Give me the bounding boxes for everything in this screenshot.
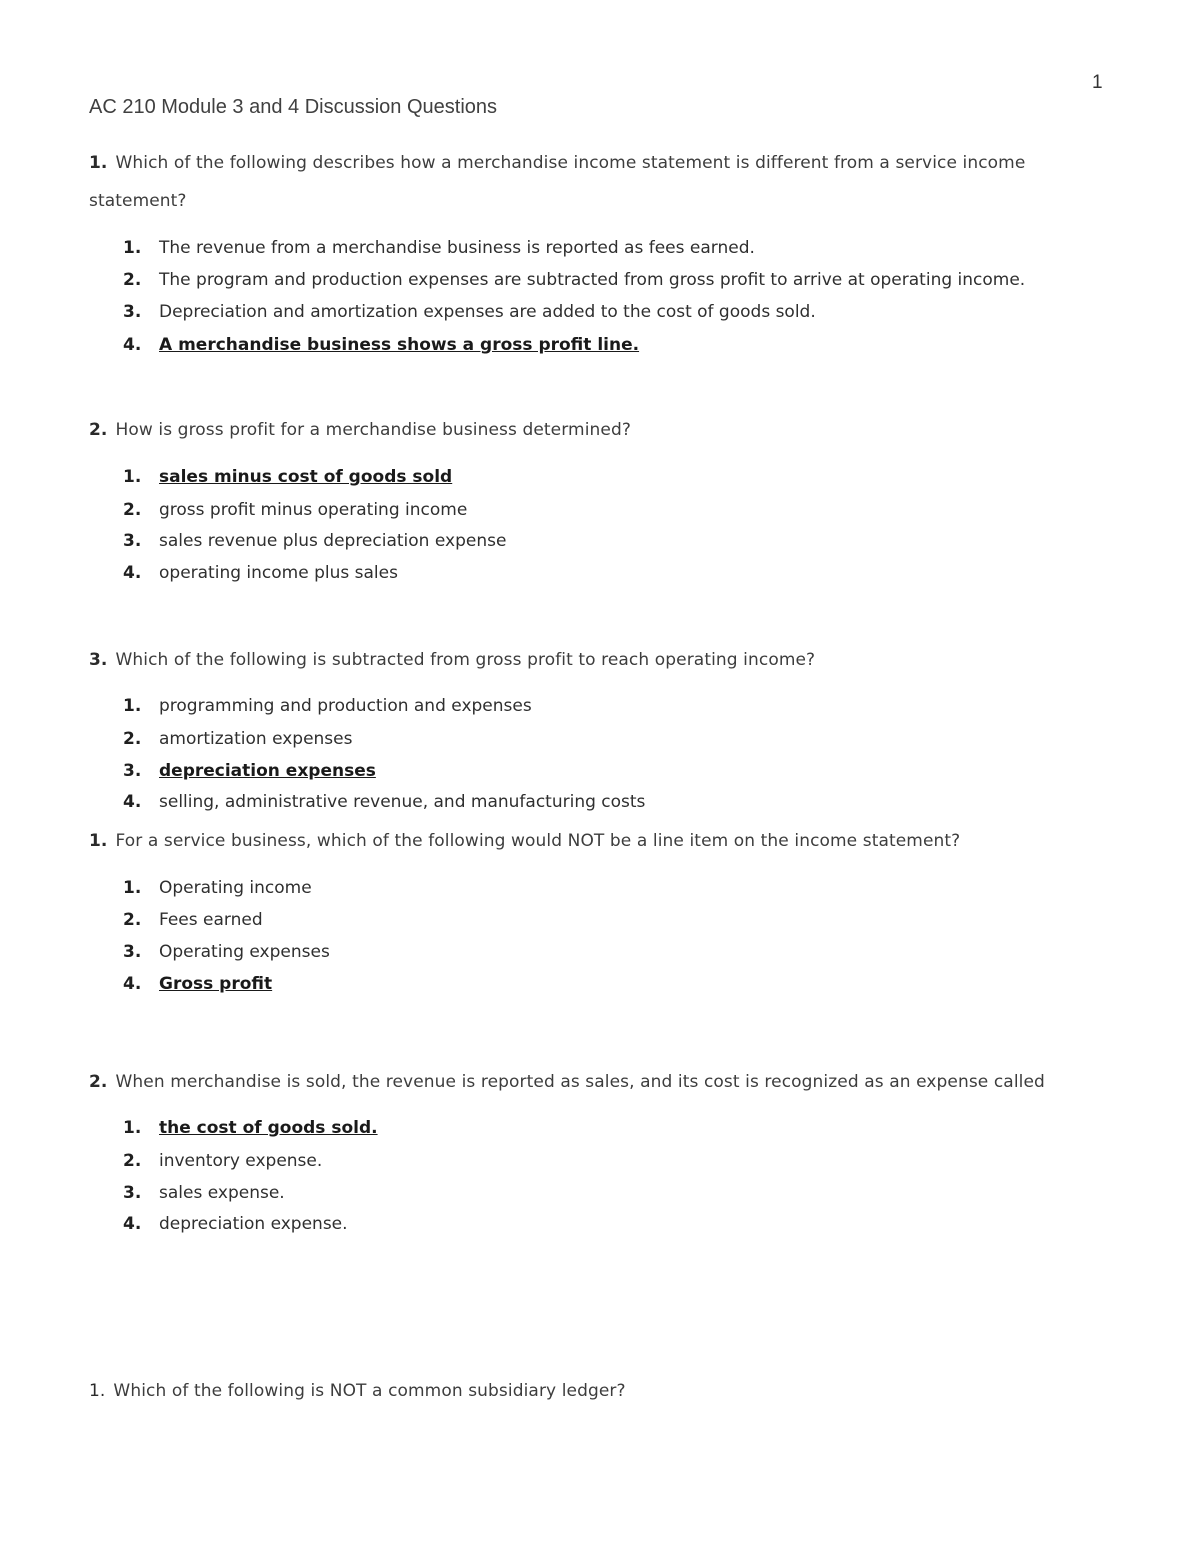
question-number: 1. bbox=[89, 153, 108, 173]
option-number: 3. bbox=[123, 302, 142, 322]
question-number: 2. bbox=[89, 1072, 108, 1092]
option-number: 2. bbox=[123, 729, 142, 749]
question-1 bbox=[89, 153, 1025, 173]
option-number: 2. bbox=[123, 1151, 142, 1171]
question-3 bbox=[89, 650, 815, 670]
option-text: Depreciation and amortization expenses are added to the cost of goods sold. bbox=[159, 302, 816, 322]
question-2 bbox=[89, 420, 631, 440]
option-number: 3. bbox=[123, 1183, 142, 1203]
option-number: 2. bbox=[123, 910, 142, 930]
question-number: 3. bbox=[89, 650, 108, 670]
option-number: 1. bbox=[123, 878, 142, 898]
question-text: When merchandise is sold, the revenue is reported as sales, and its cost is recognized as an expense called bbox=[115, 1072, 1045, 1092]
option-number: 3. bbox=[123, 942, 142, 962]
option-number: 1. bbox=[123, 1118, 142, 1138]
correct-answer-text: Gross profit bbox=[159, 974, 273, 994]
question-text: Which of the following describes how a merchandise income statement is different from a service income bbox=[115, 153, 1026, 173]
question-1-continued: statement? bbox=[89, 191, 187, 211]
option-number: 4. bbox=[123, 974, 142, 994]
option-text: The revenue from a merchandise business is reported as fees earned. bbox=[159, 238, 755, 258]
document-title: AC 210 Module 3 and 4 Discussion Questions bbox=[89, 96, 498, 118]
option-text: amortization expenses bbox=[159, 729, 353, 749]
option-number: 4. bbox=[123, 563, 142, 583]
question-text: Which of the following is subtracted from gross profit to reach operating income? bbox=[115, 650, 816, 670]
question-4 bbox=[89, 831, 960, 851]
option-text: programming and production and expenses bbox=[159, 696, 532, 716]
question-text: Which of the following is NOT a common subsidiary ledger? bbox=[113, 1381, 626, 1401]
option-text: Operating expenses bbox=[159, 942, 330, 962]
option-number: 1. bbox=[123, 238, 142, 258]
option-text: The program and production expenses are subtracted from gross profit to arrive at operating income. bbox=[159, 270, 1026, 290]
option-number: 3. bbox=[123, 531, 142, 551]
option-text: sales expense. bbox=[159, 1183, 285, 1203]
page-number: 1 bbox=[1092, 72, 1103, 93]
option-number: 3. bbox=[123, 761, 142, 781]
option-number: 1. bbox=[123, 696, 142, 716]
correct-answer-text: sales minus cost of goods sold bbox=[159, 467, 453, 487]
option-number: 1. bbox=[123, 467, 142, 487]
option-text: sales revenue plus depreciation expense bbox=[159, 531, 507, 551]
question-number: 2. bbox=[89, 420, 108, 440]
correct-answer-text: the cost of goods sold. bbox=[159, 1118, 378, 1138]
option-text: depreciation expense. bbox=[159, 1214, 348, 1234]
question-5 bbox=[89, 1072, 1045, 1092]
option-number: 4. bbox=[123, 792, 142, 812]
question-text: For a service business, which of the following would NOT be a line item on the income statement? bbox=[115, 831, 961, 851]
option-number: 4. bbox=[123, 335, 142, 355]
option-number: 4. bbox=[123, 1214, 142, 1234]
option-text: operating income plus sales bbox=[159, 563, 398, 583]
option-number: 2. bbox=[123, 270, 142, 290]
question-6 bbox=[89, 1381, 626, 1401]
question-number: 1. bbox=[89, 1381, 106, 1401]
correct-answer-text: A merchandise business shows a gross profit line. bbox=[159, 335, 640, 355]
option-text: gross profit minus operating income bbox=[159, 500, 468, 520]
option-text: Operating income bbox=[159, 878, 312, 898]
option-text: selling, administrative revenue, and manufacturing costs bbox=[159, 792, 646, 812]
correct-answer-text: depreciation expenses bbox=[159, 761, 376, 781]
option-text: Fees earned bbox=[159, 910, 263, 930]
option-text: inventory expense. bbox=[159, 1151, 323, 1171]
question-text: How is gross profit for a merchandise business determined? bbox=[115, 420, 631, 440]
option-number: 2. bbox=[123, 500, 142, 520]
question-number: 1. bbox=[89, 831, 108, 851]
